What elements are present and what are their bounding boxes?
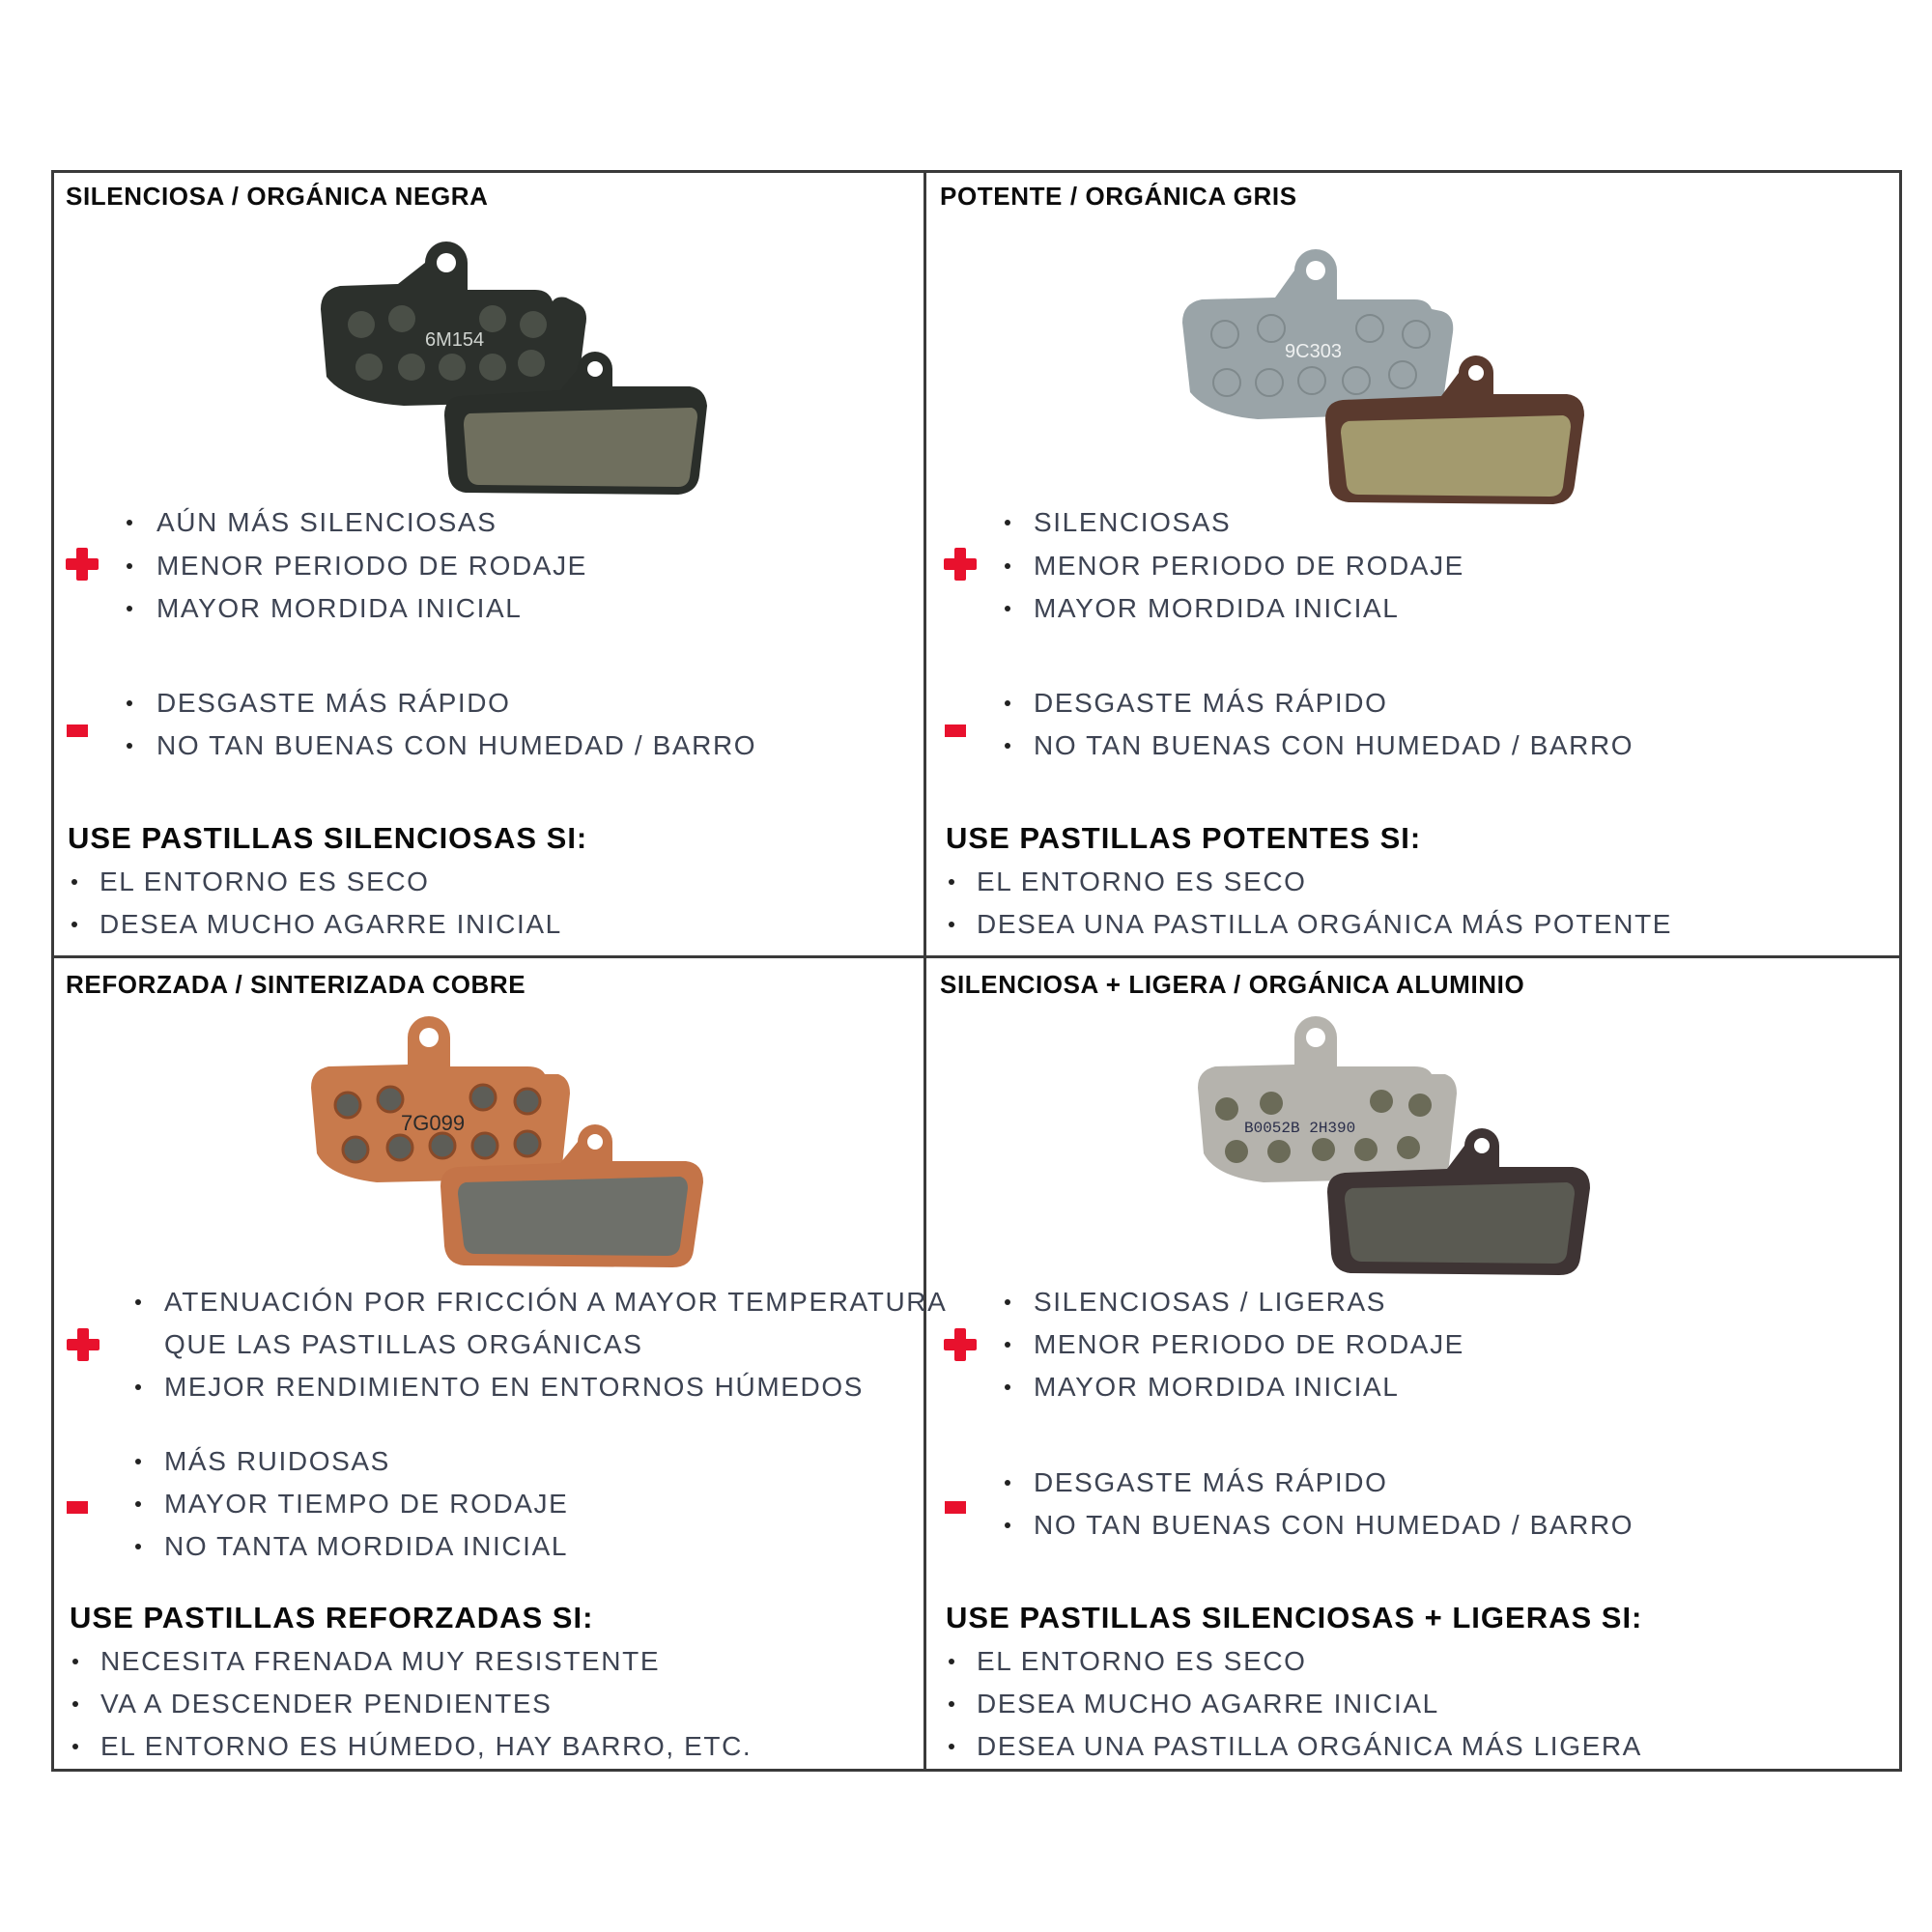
bullet-icon xyxy=(1005,743,1010,749)
quadrant-title: REFORZADA / SINTERIZADA COBRE xyxy=(66,970,526,999)
use-item: EL ENTORNO ES HÚMEDO, HAY BARRO, ETC. xyxy=(100,1731,753,1761)
con-item: NO TAN BUENAS CON HUMEDAD / BARRO xyxy=(1034,1510,1634,1540)
pro-item: MENOR PERIODO DE RODAJE xyxy=(1034,551,1464,581)
bullet-icon xyxy=(135,1384,141,1390)
pad-code: 7G099 xyxy=(401,1111,466,1135)
use-item: EL ENTORNO ES SECO xyxy=(977,1646,1307,1676)
pro-item: MEJOR RENDIMIENTO EN ENTORNOS HÚMEDOS xyxy=(164,1372,864,1402)
bullet-icon xyxy=(1005,520,1010,526)
bullet-icon xyxy=(127,520,132,526)
bullet-icon xyxy=(72,1744,78,1749)
quadrant-title: SILENCIOSA + LIGERA / ORGÁNICA ALUMINIO xyxy=(940,970,1525,999)
pad-code: B0052B 2H390 xyxy=(1244,1120,1356,1137)
use-item: EL ENTORNO ES SECO xyxy=(99,867,430,896)
pro-item: MENOR PERIODO DE RODAJE xyxy=(1034,1329,1464,1359)
pro-item: MAYOR MORDIDA INICIAL xyxy=(1034,593,1400,623)
bullet-icon xyxy=(1005,563,1010,569)
brake-pad-black-image xyxy=(319,242,724,512)
bullet-icon xyxy=(71,922,77,927)
use-item: DESEA UNA PASTILLA ORGÁNICA MÁS LIGERA xyxy=(977,1731,1642,1761)
brake-pad-gray-image xyxy=(1179,249,1604,529)
brake-pad-copper-image xyxy=(309,1016,715,1272)
pro-item: SILENCIOSAS xyxy=(1034,507,1232,537)
con-item: DESGASTE MÁS RÁPIDO xyxy=(156,688,511,718)
quadrant-title: SILENCIOSA / ORGÁNICA NEGRA xyxy=(66,182,489,211)
bullet-icon xyxy=(127,563,132,569)
column-divider xyxy=(923,170,926,1772)
con-item: NO TAN BUENAS CON HUMEDAD / BARRO xyxy=(156,730,757,760)
bullet-icon xyxy=(1005,1522,1010,1528)
bullet-icon xyxy=(1005,1480,1010,1486)
pad-code: 9C303 xyxy=(1285,341,1342,362)
bullet-icon xyxy=(949,1701,954,1707)
con-item: MÁS RUIDOSAS xyxy=(164,1446,390,1476)
bullet-icon xyxy=(1005,1299,1010,1305)
bullet-icon xyxy=(1005,1342,1010,1348)
use-item: NECESITA FRENADA MUY RESISTENTE xyxy=(100,1646,661,1676)
plus-icon xyxy=(67,1328,99,1361)
use-item: DESEA UNA PASTILLA ORGÁNICA MÁS POTENTE xyxy=(977,909,1673,939)
bullet-icon xyxy=(71,879,77,885)
con-item: MAYOR TIEMPO DE RODAJE xyxy=(164,1489,569,1519)
minus-icon xyxy=(67,1501,88,1514)
use-heading: USE PASTILLAS SILENCIOSAS SI: xyxy=(68,821,588,855)
bullet-icon xyxy=(1005,700,1010,706)
use-heading: USE PASTILLAS REFORZADAS SI: xyxy=(70,1601,594,1634)
bullet-icon xyxy=(127,606,132,611)
row-divider xyxy=(51,955,1902,958)
pad-code: 6M154 xyxy=(425,329,485,351)
use-heading: USE PASTILLAS POTENTES SI: xyxy=(946,821,1422,855)
use-item: EL ENTORNO ES SECO xyxy=(977,867,1307,896)
bullet-icon xyxy=(1005,606,1010,611)
bullet-icon xyxy=(127,700,132,706)
bullet-icon xyxy=(1005,1384,1010,1390)
pro-item-continuation: QUE LAS PASTILLAS ORGÁNICAS xyxy=(164,1329,643,1359)
minus-icon xyxy=(945,1501,966,1514)
bullet-icon xyxy=(135,1299,141,1305)
bullet-icon xyxy=(949,922,954,927)
con-item: NO TANTA MORDIDA INICIAL xyxy=(164,1531,569,1561)
bullet-icon xyxy=(127,743,132,749)
pro-item: ATENUACIÓN POR FRICCIÓN A MAYOR TEMPERATURA xyxy=(164,1287,948,1317)
pro-item: MENOR PERIODO DE RODAJE xyxy=(156,551,587,581)
use-item: VA A DESCENDER PENDIENTES xyxy=(100,1689,553,1719)
bullet-icon xyxy=(949,879,954,885)
plus-icon xyxy=(944,548,977,581)
bullet-icon xyxy=(949,1659,954,1664)
minus-icon xyxy=(67,724,88,737)
pro-item: MAYOR MORDIDA INICIAL xyxy=(156,593,523,623)
minus-icon xyxy=(945,724,966,737)
pro-item: SILENCIOSAS / LIGERAS xyxy=(1034,1287,1387,1317)
pro-item: AÚN MÁS SILENCIOSAS xyxy=(156,507,497,537)
con-item: DESGASTE MÁS RÁPIDO xyxy=(1034,1467,1388,1497)
con-item: DESGASTE MÁS RÁPIDO xyxy=(1034,688,1388,718)
use-heading: USE PASTILLAS SILENCIOSAS + LIGERAS SI: xyxy=(946,1601,1643,1634)
bullet-icon xyxy=(135,1501,141,1507)
plus-icon xyxy=(66,548,99,581)
bullet-icon xyxy=(72,1659,78,1664)
bullet-icon xyxy=(949,1744,954,1749)
bullet-icon xyxy=(135,1544,141,1549)
bullet-icon xyxy=(72,1701,78,1707)
bullet-icon xyxy=(135,1459,141,1464)
con-item: NO TAN BUENAS CON HUMEDAD / BARRO xyxy=(1034,730,1634,760)
brake-pad-aluminium-image xyxy=(1196,1016,1602,1282)
plus-icon xyxy=(944,1328,977,1361)
use-item: DESEA MUCHO AGARRE INICIAL xyxy=(99,909,562,939)
quadrant-title: POTENTE / ORGÁNICA GRIS xyxy=(940,182,1297,211)
use-item: DESEA MUCHO AGARRE INICIAL xyxy=(977,1689,1439,1719)
pro-item: MAYOR MORDIDA INICIAL xyxy=(1034,1372,1400,1402)
